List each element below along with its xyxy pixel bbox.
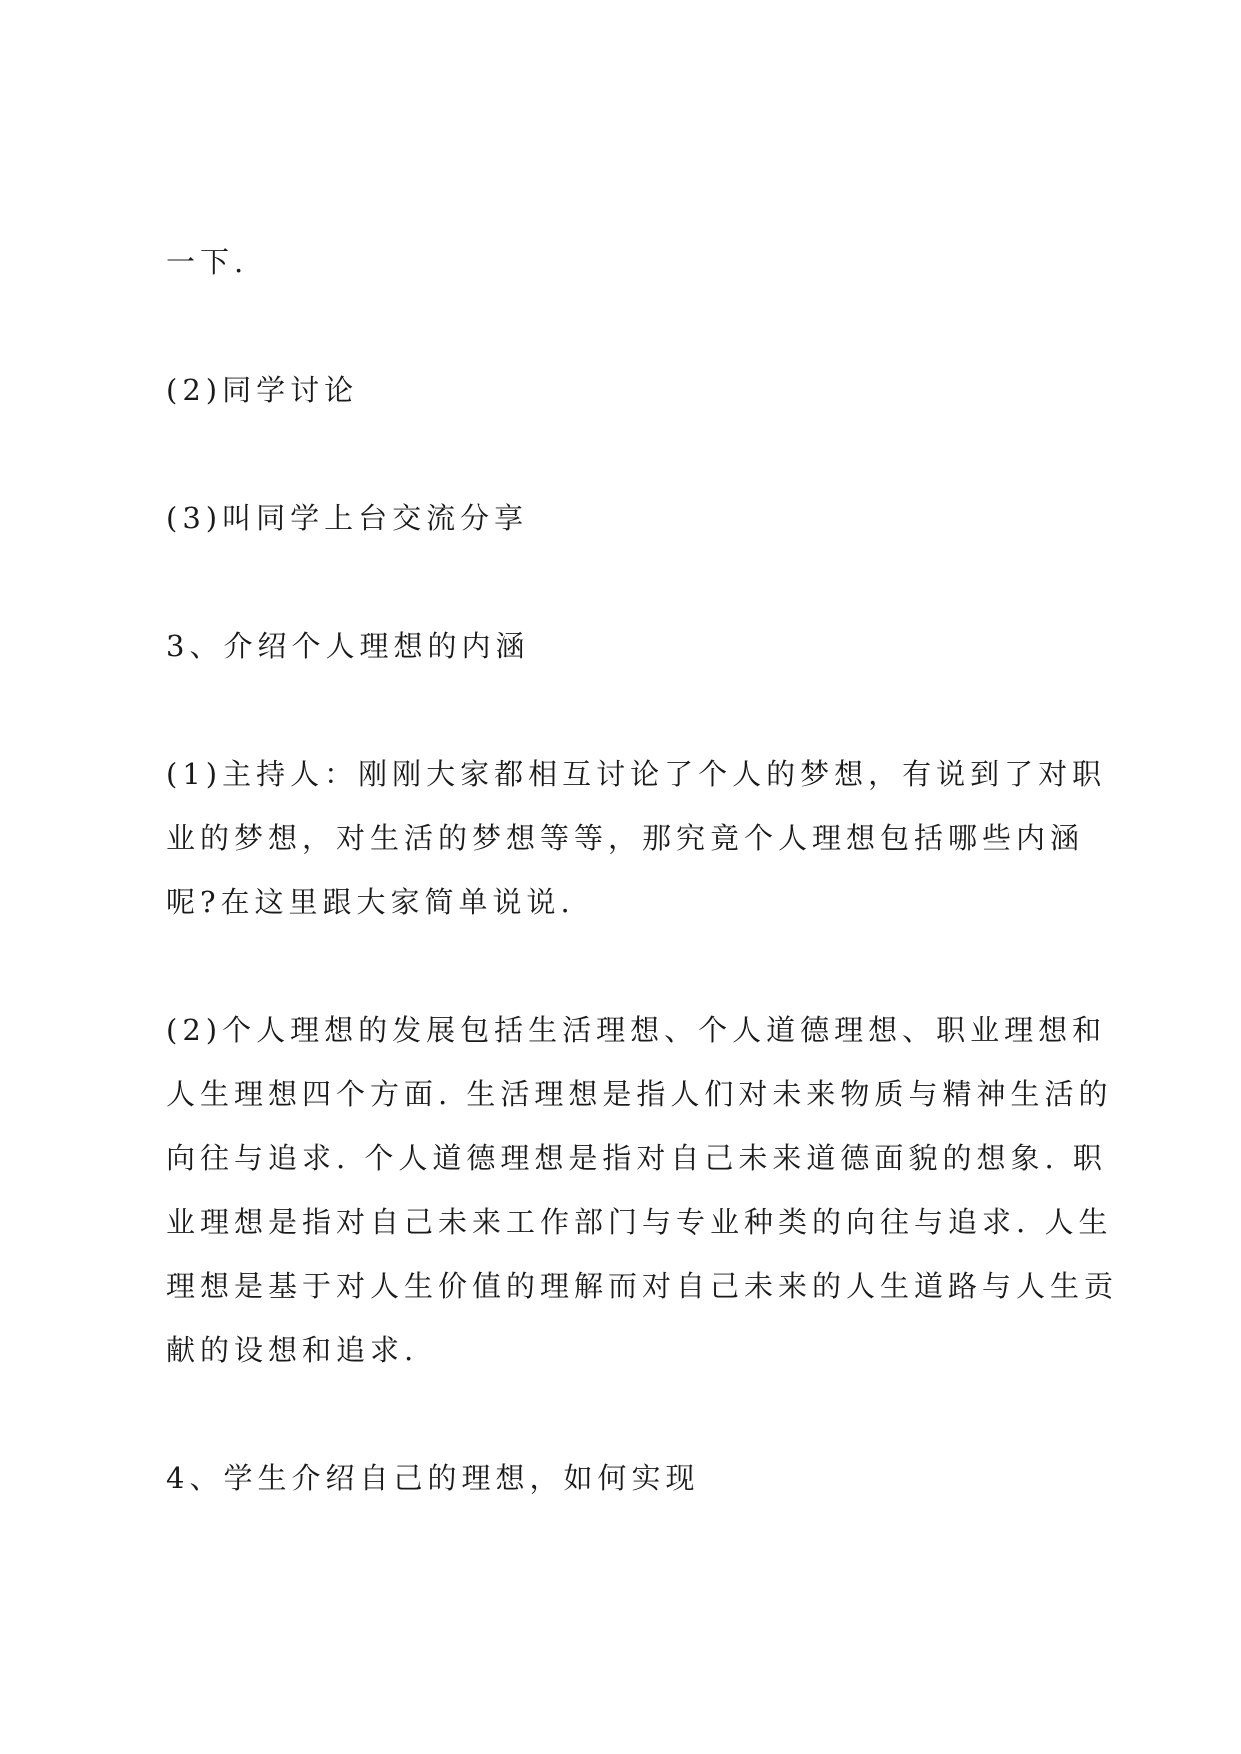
text-line: 献的设想和追求. (166, 1333, 419, 1367)
text-line: 人生理想四个方面. 生活理想是指人们对未来物质与精神生活的 (166, 1077, 1113, 1111)
text-line: (2)个人理想的发展包括生活理想、个人道德理想、职业理想和 (166, 1013, 1107, 1047)
text-line: 呢?在这里跟大家简单说说. (166, 885, 575, 919)
text-line: 4、学生介绍自己的理想，如何实现 (166, 1461, 700, 1495)
text-line: 一下. (166, 245, 249, 279)
section-heading-4 (166, 1446, 1096, 1510)
paragraph-discussion (166, 358, 1096, 422)
paragraph-sharing (166, 486, 1096, 550)
text-line: 3、介绍个人理想的内涵 (166, 629, 530, 663)
text-line: (2)同学讨论 (166, 373, 359, 407)
paragraph-continuation (166, 230, 1096, 294)
document-body (166, 230, 1119, 1510)
paragraph-host-intro (166, 742, 1107, 934)
text-line: (1)主持人：刚刚大家都相互讨论了个人的梦想，有说到了对职 (166, 757, 1107, 791)
paragraph-ideal-definition (166, 998, 1119, 1382)
text-line: 理想是基于对人生价值的理解而对自己未来的人生道路与人生贡 (166, 1269, 1119, 1303)
text-line: 业理想是指对自己未来工作部门与专业种类的向往与追求. 人生 (166, 1205, 1113, 1239)
text-line: 向往与追求. 个人道德理想是指对自己未来道德面貌的想象. 职 (166, 1141, 1107, 1175)
section-heading-3 (166, 614, 1096, 678)
text-line: 业的梦想，对生活的梦想等等，那究竟个人理想包括哪些内涵 (166, 821, 1085, 855)
text-line: (3)叫同学上台交流分享 (166, 501, 529, 535)
